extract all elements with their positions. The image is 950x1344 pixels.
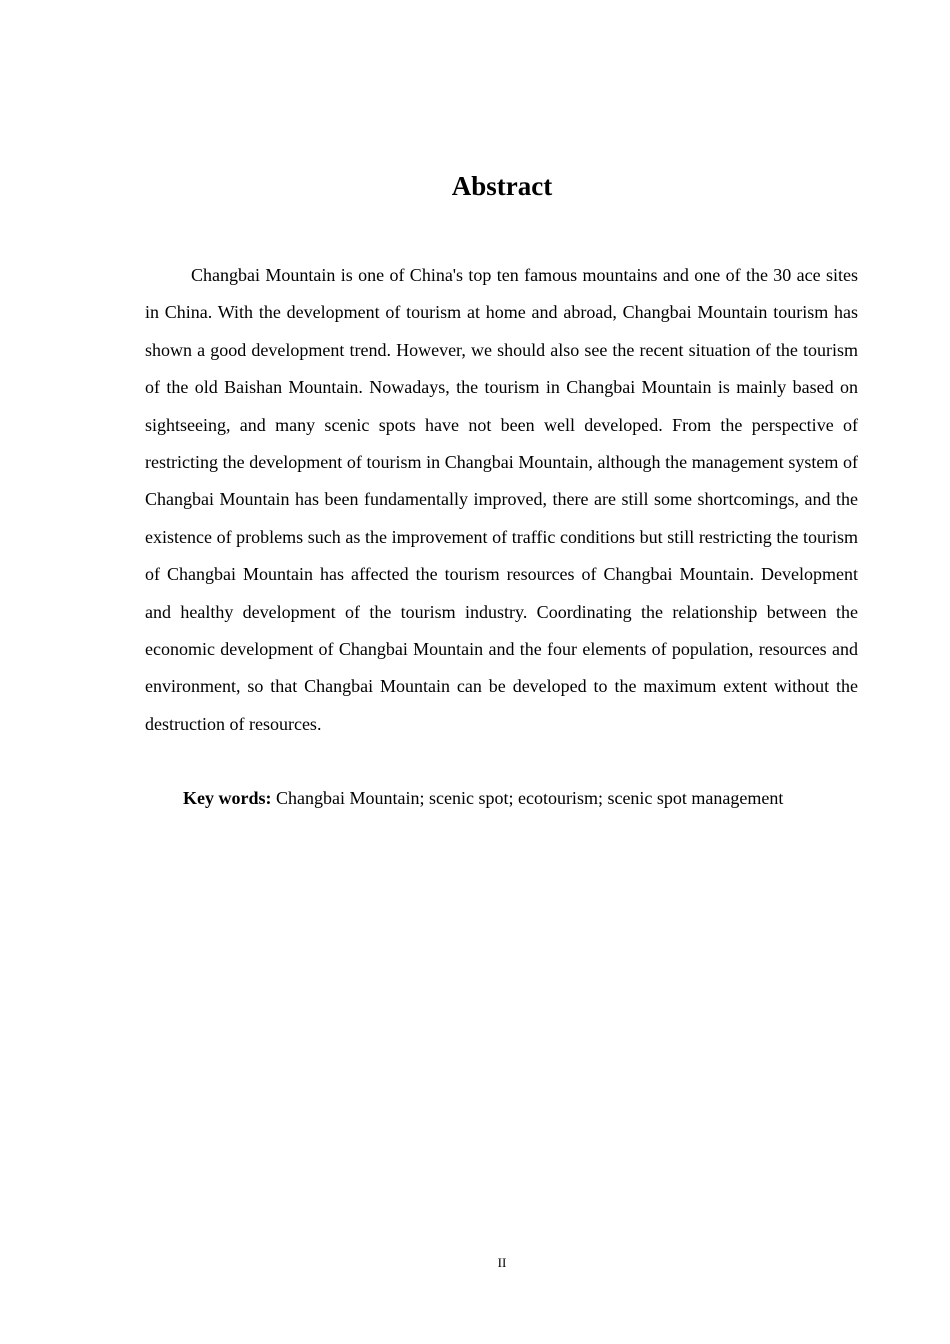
keywords-label: Key words: [183, 788, 272, 808]
abstract-title: Abstract [451, 171, 553, 201]
page-number: II [497, 1255, 507, 1270]
keywords-text: Changbai Mountain; scenic spot; ecotourism; scenic spot management [276, 788, 784, 808]
abstract-paragraph: Changbai Mountain is one of China's top ten famous mountains and one of the 30 ace sites in China. With the development of tourism at home and abroad, Changbai Mountain tourism has shown a good development trend. However, we should also see the recent situation of the tourism of the old Baishan Mountain. Nowadays, the tourism in Changbai Mountain is mainly based on sightseeing, and many scenic spots have not been well developed. From the perspective of restricting the development of tourism in Changbai Mountain, although the management system of Changbai Mountain has been fundamentally improved, there are still some shortcomings, and the existence of problems such as the improvement of traffic conditions but still restricting the tourism of Changbai Mountain has affected the tourism resources of Changbai Mountain. Development and healthy development of the tourism industry. Coordinating the relationship between the economic development of Changbai Mountain and the four elements of population, resources and environment, so that Changbai Mountain can be developed to the maximum extent without the destruction of resources. [145, 265, 858, 734]
keywords-line [183, 780, 863, 817]
